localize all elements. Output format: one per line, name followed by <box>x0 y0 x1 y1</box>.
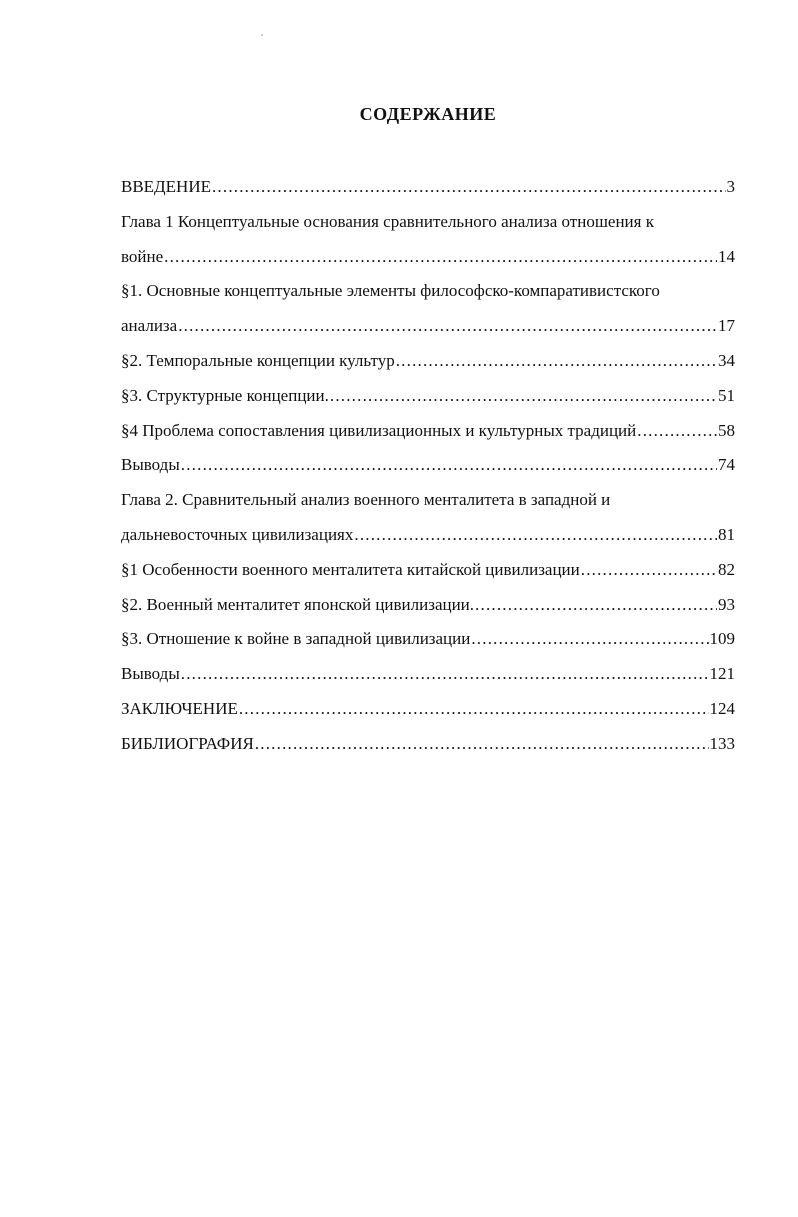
dot-leader <box>330 379 717 414</box>
toc-line <box>121 309 735 344</box>
toc-line <box>121 553 735 588</box>
toc-line <box>121 727 735 762</box>
toc-page-number: 133 <box>709 733 735 753</box>
toc-line <box>121 414 735 449</box>
toc-entry-text: §4 Проблема сопоставления цивилизационных и культурных традиций <box>121 420 637 440</box>
dot-leader <box>396 344 717 379</box>
dot-leader <box>475 588 717 623</box>
toc-page-number: 121 <box>709 664 735 684</box>
toc-page-number: 124 <box>709 698 735 718</box>
toc-entry-bibliography[interactable] <box>121 727 735 762</box>
toc-entry-section-2-3[interactable] <box>121 622 735 657</box>
toc-entry-section-2-2[interactable] <box>121 588 735 623</box>
toc-entry-chapter-1[interactable] <box>121 205 735 275</box>
toc-page-number: 82 <box>718 559 735 579</box>
dot-leader <box>354 518 717 553</box>
toc-entry-text: дальневосточных цивилизациях <box>121 524 354 544</box>
dot-leader <box>471 622 708 657</box>
toc-entry-text: ЗАКЛЮЧЕНИЕ <box>121 698 238 718</box>
toc-entry-text: §1 Особенности военного менталитета китайской цивилизации <box>121 559 580 579</box>
toc-page-number: 17 <box>718 316 735 336</box>
dot-leader <box>178 309 717 344</box>
toc-page-number: 74 <box>718 455 735 475</box>
table-of-contents <box>121 170 735 762</box>
toc-entry-text: §1. Основные концептуальные элементы философско-компаративистского <box>121 281 660 301</box>
toc-entry-section-1-2[interactable] <box>121 344 735 379</box>
toc-entry-chapter-2[interactable] <box>121 483 735 553</box>
toc-page-number: 34 <box>718 350 735 370</box>
toc-entry-text: ВВЕДЕНИЕ <box>121 177 211 196</box>
scan-speck <box>261 34 263 36</box>
toc-line <box>121 448 735 483</box>
toc-entry-text: §3. Отношение к войне в западной цивилизации <box>121 629 471 649</box>
toc-entry-text: Выводы <box>121 455 180 475</box>
toc-entry-text: анализа <box>121 316 178 336</box>
toc-entry-text: §2. Военный менталитет японской цивилизации. <box>121 594 475 614</box>
toc-entry-section-2-1[interactable] <box>121 553 735 588</box>
toc-page-number: 58 <box>718 420 735 440</box>
dot-leader <box>255 727 709 762</box>
toc-entry-text: Глава 1 Концептуальные основания сравнительного анализа отношения к <box>121 211 654 231</box>
toc-entry-section-1-1[interactable] <box>121 274 735 344</box>
dot-leader <box>164 240 717 275</box>
dot-leader <box>181 448 717 483</box>
toc-page-number: 14 <box>718 246 735 266</box>
toc-line <box>121 622 735 657</box>
toc-page-number: 93 <box>718 594 735 614</box>
toc-page-number: 81 <box>718 524 735 544</box>
toc-line <box>121 518 735 553</box>
toc-entry-text: БИБЛИОГРАФИЯ <box>121 733 254 753</box>
toc-entry-text: войне <box>121 246 164 266</box>
toc-page-number: 51 <box>718 385 735 405</box>
dot-leader <box>212 170 726 205</box>
toc-line <box>121 344 735 379</box>
toc-line <box>121 483 735 518</box>
toc-page-number: 109 <box>709 629 735 649</box>
toc-line <box>121 692 735 727</box>
dot-leader <box>181 657 709 692</box>
dot-leader <box>637 414 717 449</box>
toc-entry-conclusions-2[interactable] <box>121 657 735 692</box>
toc-line <box>121 170 735 205</box>
toc-entry-introduction[interactable] <box>121 170 735 205</box>
toc-entry-text: Выводы <box>121 664 180 684</box>
toc-line <box>121 205 735 240</box>
dot-leader <box>239 692 709 727</box>
toc-page-number: 3 <box>726 177 735 196</box>
toc-entry-conclusions-1[interactable] <box>121 448 735 483</box>
toc-entry-text: §3. Структурные концепции. <box>121 385 329 405</box>
toc-entry-text: §2. Темпоральные концепции культур <box>121 350 395 370</box>
toc-title: СОДЕРЖАНИЕ <box>359 104 497 124</box>
toc-entry-section-1-3[interactable] <box>121 379 735 414</box>
dot-leader <box>581 553 717 588</box>
toc-entry-section-1-4[interactable] <box>121 414 735 449</box>
toc-line <box>121 274 735 309</box>
toc-line <box>121 657 735 692</box>
toc-entry-text: Глава 2. Сравнительный анализ военного менталитета в западной и <box>121 490 611 510</box>
toc-line <box>121 240 735 275</box>
toc-line <box>121 588 735 623</box>
toc-entry-conclusion[interactable] <box>121 692 735 727</box>
toc-line <box>121 379 735 414</box>
